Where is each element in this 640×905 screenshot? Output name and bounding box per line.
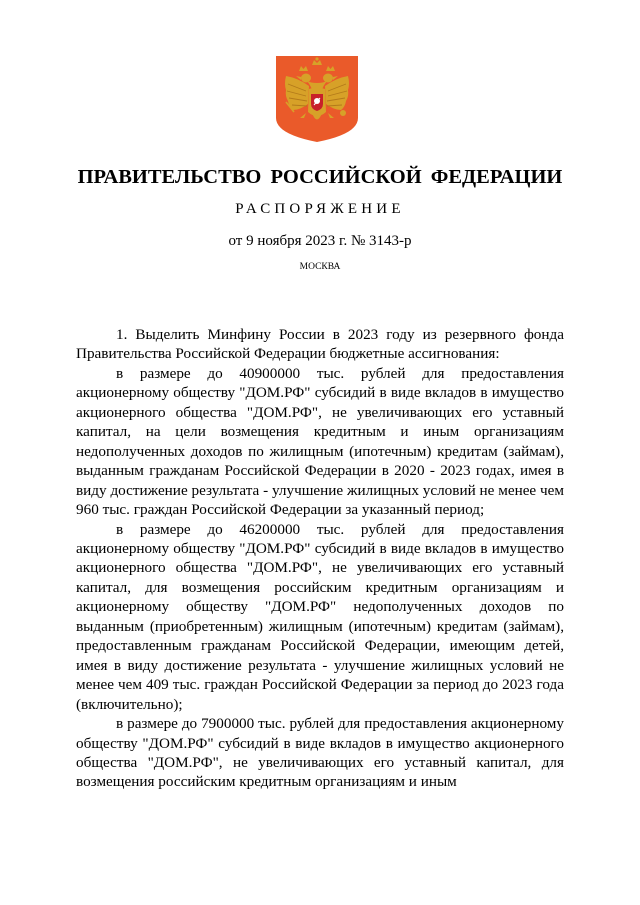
paragraph-1: 1. Выделить Минфину России в 2023 году из резервного фонда Правительства Российской Федерации бюджетные ассигнования:: [76, 326, 564, 363]
russian-coat-of-arms-icon: [276, 56, 358, 142]
document-city: МОСКВА: [299, 262, 341, 272]
document-body: [76, 325, 564, 792]
page-title: ПРАВИТЕЛЬСТВО РОССИЙСКОЙ ФЕДЕРАЦИИ: [77, 166, 563, 188]
paragraph-4: в размере до 7900000 тыс. рублей для предоставления акционерному обществу "ДОМ.РФ" субсидий в виде вкладов в имущество акционерного общества "ДОМ.РФ", не увеличивающих его уставный капитал, для возмещения российским кредитным организациям и иным: [76, 715, 564, 791]
document-date-number: от 9 ноября 2023 г. № 3143-р: [228, 233, 412, 249]
document-type: РАСПОРЯЖЕНИЕ: [235, 201, 405, 217]
paragraph-2: в размере до 40900000 тыс. рублей для предоставления акционерному обществу "ДОМ.РФ" субсидий в виде вкладов в имущество акционерного общества "ДОМ.РФ", не увеличивающих его уставный капитал, на цели возмещения кредитным и иным организациям недополученных доходов по жилищным (ипотечным) кредитам (займам), выданным гражданам Российской Федерации в 2020 - 2023 годах, имея в виду достижение результата - улучшение жилищных условий не менее чем 960 тыс. граждан Российской Федерации за указанный период;: [76, 364, 564, 519]
paragraph-3: в размере до 46200000 тыс. рублей для предоставления акционерному обществу "ДОМ.РФ" субсидий в виде вкладов в имущество акционерного общества "ДОМ.РФ", не увеличивающих его уставный капитал, для возмещения российским кредитным организациям и акционерному обществу "ДОМ.РФ" недополученных доходов по выданным (приобретенным) жилищным (ипотечным) кредитам (займам), предоставленным гражданам Российской Федерации, имеющим детей, имея в виду достижение результата - улучшение жилищных условий не менее чем 409 тыс. граждан Российской Федерации за период до 2023 года (включительно);: [76, 520, 564, 713]
